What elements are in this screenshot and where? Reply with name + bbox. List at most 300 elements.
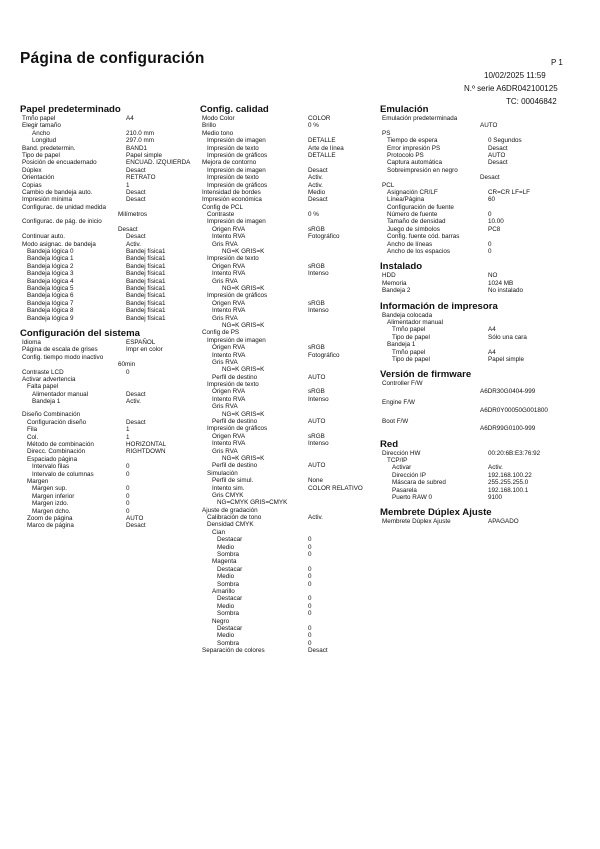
setting-label: Dirección HW	[382, 449, 421, 457]
setting-label: Cian	[212, 528, 225, 536]
setting-label: Máscara de subred	[392, 479, 446, 487]
setting-label: Ancho	[32, 129, 50, 137]
setting-row	[200, 233, 380, 240]
setting-value: RETRATO	[126, 174, 156, 182]
setting-row	[380, 479, 590, 486]
setting-label: Band. predetermin.	[22, 144, 76, 152]
setting-row	[200, 322, 380, 329]
setting-label: Gris RVA	[212, 403, 238, 411]
setting-label: Gris RVA	[212, 358, 238, 366]
setting-row	[20, 508, 200, 515]
setting-row	[200, 529, 380, 536]
setting-label: Tmño papel	[392, 348, 426, 356]
setting-value: Intenso	[308, 270, 329, 278]
setting-row	[20, 292, 200, 299]
setting-label: Controller F/W	[382, 380, 423, 388]
setting-row	[20, 218, 200, 225]
setting-label: Fila	[27, 426, 38, 434]
setting-value: A4	[488, 326, 496, 334]
setting-row	[200, 359, 380, 366]
setting-row	[200, 558, 380, 565]
setting-label: Ajuste de gradación	[202, 506, 258, 514]
setting-label: Longitud	[32, 137, 57, 145]
setting-label: Marco de página	[27, 522, 74, 530]
setting-value: Desact	[126, 522, 146, 530]
setting-value: AUTO	[308, 418, 326, 426]
setting-row	[200, 285, 380, 292]
setting-value: Bandej física1	[126, 284, 166, 292]
setting-row	[380, 349, 590, 356]
setting-row	[20, 189, 200, 196]
setting-row	[200, 344, 380, 351]
setting-label	[380, 122, 382, 129]
setting-row	[200, 241, 380, 248]
setting-value: A4	[488, 348, 496, 356]
setting-row	[380, 174, 590, 181]
setting-value: A6DR99G0100-999	[480, 425, 536, 433]
setting-value: APAGADO	[488, 518, 519, 526]
setting-label: NG=K GRIS=K	[222, 454, 265, 462]
setting-label: Error impresión PS	[387, 144, 441, 152]
setting-label: Sobreimpresión en negro	[387, 166, 458, 174]
setting-label: Modo Color	[202, 115, 235, 122]
setting-row	[20, 426, 200, 433]
setting-row	[380, 241, 590, 248]
setting-label: Ancho de líneas	[387, 240, 433, 248]
setting-value: Fotográfico	[308, 351, 340, 359]
setting-row	[380, 399, 590, 406]
setting-value: PC8	[488, 225, 501, 233]
setting-value: AUTO	[308, 373, 326, 381]
setting-row	[200, 189, 380, 196]
setting-value: AUTO	[480, 122, 498, 130]
setting-row	[20, 471, 200, 478]
setting-row	[20, 248, 200, 255]
setting-row	[20, 354, 200, 361]
setting-value: sRGB	[308, 225, 325, 233]
setting-row	[380, 204, 590, 211]
setting-label: Página de escala de grises	[22, 346, 98, 354]
setting-label	[20, 226, 22, 233]
setting-value: RIGHTDOWN	[126, 448, 166, 456]
tc-counter: TC: 00046842	[506, 97, 557, 106]
setting-row	[20, 300, 200, 307]
setting-label: Sombra	[217, 610, 240, 618]
setting-value: 192.168.100.22	[488, 471, 532, 479]
setting-label: Bandeja lógica 9	[27, 314, 74, 322]
setting-value: Fotográfico	[308, 233, 340, 241]
setting-row	[200, 307, 380, 314]
setting-label	[380, 425, 382, 432]
setting-label: Impresión de texto	[207, 381, 259, 389]
setting-value: DETALLE	[308, 137, 336, 145]
setting-row	[20, 478, 200, 485]
setting-row	[380, 518, 590, 525]
setting-label: Magenta	[212, 558, 237, 566]
setting-value: CR=CR LF=LF	[488, 188, 530, 196]
setting-label: NG=K GRIS=K	[222, 284, 265, 292]
setting-row	[200, 610, 380, 617]
setting-row	[380, 280, 590, 287]
setting-label: Intervalo de columnas	[32, 470, 94, 478]
setting-label: Posición de encuadernado	[22, 159, 97, 167]
setting-row	[200, 167, 380, 174]
setting-label: Configuración diseño	[27, 418, 87, 426]
setting-row	[200, 492, 380, 499]
setting-label: Activar	[392, 464, 412, 472]
setting-row	[380, 418, 590, 425]
setting-row	[200, 366, 380, 373]
setting-row	[20, 115, 200, 122]
setting-value: Activ.	[308, 174, 323, 182]
setting-label: Sombra	[217, 551, 240, 559]
setting-row	[20, 285, 200, 292]
setting-label	[20, 361, 22, 368]
section-heading: Versión de firmware	[380, 369, 472, 381]
setting-row	[380, 334, 590, 341]
setting-label: Intento RVA	[212, 270, 246, 278]
setting-row	[200, 137, 380, 144]
setting-row	[380, 457, 590, 464]
setting-label: Densidad CMYK	[207, 521, 254, 529]
setting-value: 0	[308, 543, 312, 551]
setting-row	[20, 152, 200, 159]
setting-label	[380, 174, 382, 181]
setting-label: NG=K GRIS=K	[222, 410, 265, 418]
section-heading: Configuración del sistema	[20, 327, 140, 339]
setting-row	[380, 464, 590, 471]
setting-row	[20, 463, 200, 470]
setting-value: 0	[126, 463, 130, 471]
setting-label: Alimentador manual	[32, 390, 89, 398]
setting-row	[20, 174, 200, 181]
setting-label: Bandeja lógica 3	[27, 270, 74, 278]
setting-row	[20, 241, 200, 248]
setting-value: sRGB	[308, 344, 325, 352]
setting-value: A4	[126, 115, 134, 122]
setting-label: Juego de símbolos	[387, 225, 440, 233]
setting-label: Impresión de gráficos	[207, 292, 268, 300]
setting-value: Activ.	[308, 514, 323, 522]
setting-row	[200, 396, 380, 403]
setting-row	[200, 411, 380, 418]
setting-value: Desact	[126, 188, 146, 196]
setting-row	[20, 122, 200, 129]
setting-row	[380, 167, 590, 174]
setting-value: 0	[308, 610, 312, 618]
setting-value: Activ.	[488, 464, 503, 472]
setting-row	[380, 356, 590, 363]
setting-row	[380, 145, 590, 152]
setting-row	[200, 640, 380, 647]
setting-row	[200, 292, 380, 299]
setting-label: Perfil de destino	[212, 418, 258, 426]
setting-row	[20, 346, 200, 353]
setting-row	[200, 462, 380, 469]
setting-row	[200, 218, 380, 225]
setting-value: 0	[308, 602, 312, 610]
setting-label: Origen RVA	[212, 388, 246, 396]
setting-row	[200, 425, 380, 432]
setting-label: Tipo de papel	[22, 151, 60, 159]
section-heading: Información de impresora	[380, 300, 498, 312]
setting-row	[20, 159, 200, 166]
setting-label: Col.	[27, 433, 39, 441]
section-heading: Emulación	[380, 104, 429, 115]
setting-row	[200, 566, 380, 573]
setting-value: Desact	[308, 196, 328, 204]
setting-row	[200, 115, 380, 122]
setting-label: Protocolo PS	[387, 151, 424, 159]
setting-label: Bandeja lógica 5	[27, 284, 74, 292]
setting-row	[380, 159, 590, 166]
setting-row	[200, 573, 380, 580]
setting-value: Bandej física1	[126, 262, 166, 270]
setting-value: Desact	[126, 233, 146, 241]
setting-label: Calibración de tono	[207, 514, 262, 522]
setting-row	[200, 196, 380, 203]
setting-label: Configurac. de unidad medida	[22, 203, 107, 211]
setting-row	[200, 581, 380, 588]
setting-value: 0	[308, 639, 312, 647]
setting-value: Desact	[126, 418, 146, 426]
setting-value: DETALLE	[308, 151, 336, 159]
setting-row	[20, 369, 200, 376]
setting-label: Gris RVA	[212, 277, 238, 285]
setting-value: 255.255.255.0	[488, 479, 529, 487]
setting-label: Bandeja 1	[32, 398, 61, 406]
setting-row	[200, 211, 380, 218]
setting-label: Tipo de papel	[392, 333, 430, 341]
setting-label: Bandeja 1	[387, 341, 416, 349]
setting-row	[20, 255, 200, 262]
setting-label: Idioma	[22, 338, 41, 346]
setting-label: Destacar	[217, 624, 243, 632]
setting-label: Gris RVA	[212, 240, 238, 248]
setting-row	[200, 455, 380, 462]
setting-label: Captura automática	[387, 159, 442, 167]
setting-label: Contraste LCD	[22, 368, 64, 376]
setting-row	[380, 130, 590, 137]
setting-row	[380, 122, 590, 129]
setting-row	[200, 329, 380, 336]
setting-label: Ancho de los espacios	[387, 248, 451, 256]
setting-label: Intento RVA	[212, 395, 246, 403]
setting-row	[20, 130, 200, 137]
setting-label: Gris CMYK	[212, 491, 244, 499]
setting-label: Tamaño de densidad	[387, 218, 446, 226]
setting-row	[200, 551, 380, 558]
setting-value: Desact	[118, 225, 138, 233]
setting-value: sRGB	[308, 388, 325, 396]
setting-row	[20, 315, 200, 322]
setting-row	[200, 433, 380, 440]
setting-label: Medio tono	[202, 129, 234, 137]
setting-row	[380, 226, 590, 233]
setting-row	[200, 145, 380, 152]
setting-value: 0	[308, 580, 312, 588]
setting-row	[20, 211, 200, 218]
serial-number: N.º serie A6DR042100125	[464, 84, 558, 93]
setting-label: Sombra	[217, 639, 240, 647]
setting-row	[20, 137, 200, 144]
setting-label: Intento RVA	[212, 440, 246, 448]
setting-label: Bandeja 2	[382, 287, 411, 295]
setting-label: Medio	[217, 632, 235, 640]
setting-label: Intervalo filas	[32, 463, 70, 471]
setting-row	[200, 625, 380, 632]
setting-row	[20, 419, 200, 426]
setting-label: Impresión de imagen	[207, 137, 266, 145]
setting-label: Membrete Dúplex Ajuste	[382, 518, 451, 526]
setting-value: Bandej física1	[126, 307, 166, 315]
setting-row	[20, 515, 200, 522]
setting-label: Impresión de texto	[207, 174, 259, 182]
setting-label: Zoom de página	[27, 514, 73, 522]
setting-value: 0	[126, 492, 130, 500]
setting-label: Perfil de destino	[212, 373, 258, 381]
setting-row	[380, 487, 590, 494]
setting-row	[200, 278, 380, 285]
setting-value: 0	[308, 551, 312, 559]
setting-value: Activ.	[126, 240, 141, 248]
setting-label: Impresión de imagen	[207, 166, 266, 174]
setting-label: Diseño Combinación	[22, 411, 81, 419]
setting-value: 00:20:6B:E3:76:92	[488, 449, 541, 457]
setting-row	[200, 204, 380, 211]
setting-row	[200, 521, 380, 528]
setting-row	[200, 174, 380, 181]
setting-row	[20, 500, 200, 507]
setting-label: Negro	[212, 617, 230, 625]
setting-row	[380, 494, 590, 501]
setting-value: Desact	[480, 174, 500, 182]
page-number: P 1	[551, 58, 563, 67]
setting-label: Medio	[217, 543, 235, 551]
setting-label: Tiempo de espera	[387, 137, 438, 145]
setting-label: Configurac. de pág. de inicio	[22, 218, 102, 226]
setting-row	[20, 182, 200, 189]
setting-row	[200, 477, 380, 484]
setting-value: 0	[126, 470, 130, 478]
section-heading: Config. calidad	[200, 104, 269, 115]
setting-row	[200, 647, 380, 654]
setting-label: HDD	[382, 272, 396, 280]
setting-row	[380, 380, 590, 387]
setting-value: AUTO	[126, 514, 144, 522]
setting-label: Destacar	[217, 595, 243, 603]
setting-label	[380, 407, 382, 414]
setting-row	[20, 434, 200, 441]
setting-label: NG=K GRIS=K	[222, 366, 265, 374]
setting-label: Bandeja colocada	[382, 311, 433, 319]
setting-row	[380, 312, 590, 319]
setting-label: Copias	[22, 181, 42, 189]
setting-row	[380, 182, 590, 189]
setting-value: 0 %	[308, 211, 319, 219]
setting-row	[20, 196, 200, 203]
setting-row	[20, 383, 200, 390]
setting-label: Origen RVA	[212, 344, 246, 352]
setting-value: A6DR0Y00050G001800	[480, 406, 548, 414]
setting-value: Bandej física1	[126, 277, 166, 285]
setting-value: 0	[126, 500, 130, 508]
setting-value: Activ.	[126, 398, 141, 406]
setting-value: 0	[308, 624, 312, 632]
setting-label: Brillo	[202, 122, 216, 130]
setting-label: Impresión de texto	[207, 144, 259, 152]
setting-value: sRGB	[308, 432, 325, 440]
setting-value: Impr en color	[126, 346, 163, 354]
setting-row	[200, 603, 380, 610]
setting-label: Activar advertencia	[22, 375, 76, 383]
setting-row	[200, 152, 380, 159]
setting-row	[380, 450, 590, 457]
setting-value: Intenso	[308, 440, 329, 448]
setting-row	[200, 374, 380, 381]
setting-label: Tipo de papel	[392, 355, 430, 363]
setting-label: Direcc. Combinación	[27, 448, 86, 456]
setting-row	[20, 485, 200, 492]
setting-label: Bandeja lógica 4	[27, 277, 74, 285]
setting-value: A6DR30G0404-999	[480, 387, 536, 395]
setting-value: Desact	[488, 159, 508, 167]
setting-value: Intenso	[308, 307, 329, 315]
setting-value: 0	[308, 573, 312, 581]
setting-row	[200, 130, 380, 137]
setting-value: 0	[308, 632, 312, 640]
setting-row	[380, 152, 590, 159]
setting-value: None	[308, 477, 324, 485]
setting-label: Intento sim.	[212, 484, 245, 492]
setting-value: COLOR RELATIVO	[308, 484, 363, 492]
setting-row	[380, 196, 590, 203]
setting-row	[20, 391, 200, 398]
setting-label: Origen RVA	[212, 225, 246, 233]
setting-label: Perfil de destino	[212, 462, 258, 470]
setting-row	[200, 485, 380, 492]
setting-row	[380, 388, 590, 395]
setting-label: Amarillo	[212, 588, 235, 595]
setting-label: Margen dcho.	[32, 507, 71, 515]
setting-row	[200, 248, 380, 255]
setting-row	[20, 263, 200, 270]
setting-label: Bandeja lógica 7	[27, 299, 74, 307]
setting-value: 60min	[118, 361, 136, 369]
setting-label: Boot F/W	[382, 417, 409, 425]
setting-value: ESPAÑOL	[126, 338, 156, 346]
setting-value: Bandej física1	[126, 299, 166, 307]
setting-label: Config de PS	[202, 329, 240, 337]
setting-row	[200, 588, 380, 595]
setting-row	[200, 514, 380, 521]
setting-value: BAND1	[126, 144, 147, 152]
setting-label	[380, 388, 382, 395]
setting-label: Margen	[27, 477, 49, 485]
setting-value: Bandej física1	[126, 314, 166, 322]
setting-value: ENCUAD. IZQUIERDA	[126, 159, 191, 167]
setting-value: Arte de línea	[308, 144, 344, 152]
setting-row	[200, 418, 380, 425]
setting-label: Orientación	[22, 174, 55, 182]
setting-label: Origen RVA	[212, 432, 246, 440]
setting-row	[20, 411, 200, 418]
setting-label: Cambio de bandeja auto.	[22, 188, 93, 196]
setting-value: sRGB	[308, 299, 325, 307]
setting-label: Bandeja lógica 8	[27, 307, 74, 315]
setting-row	[20, 376, 200, 383]
setting-row	[200, 470, 380, 477]
